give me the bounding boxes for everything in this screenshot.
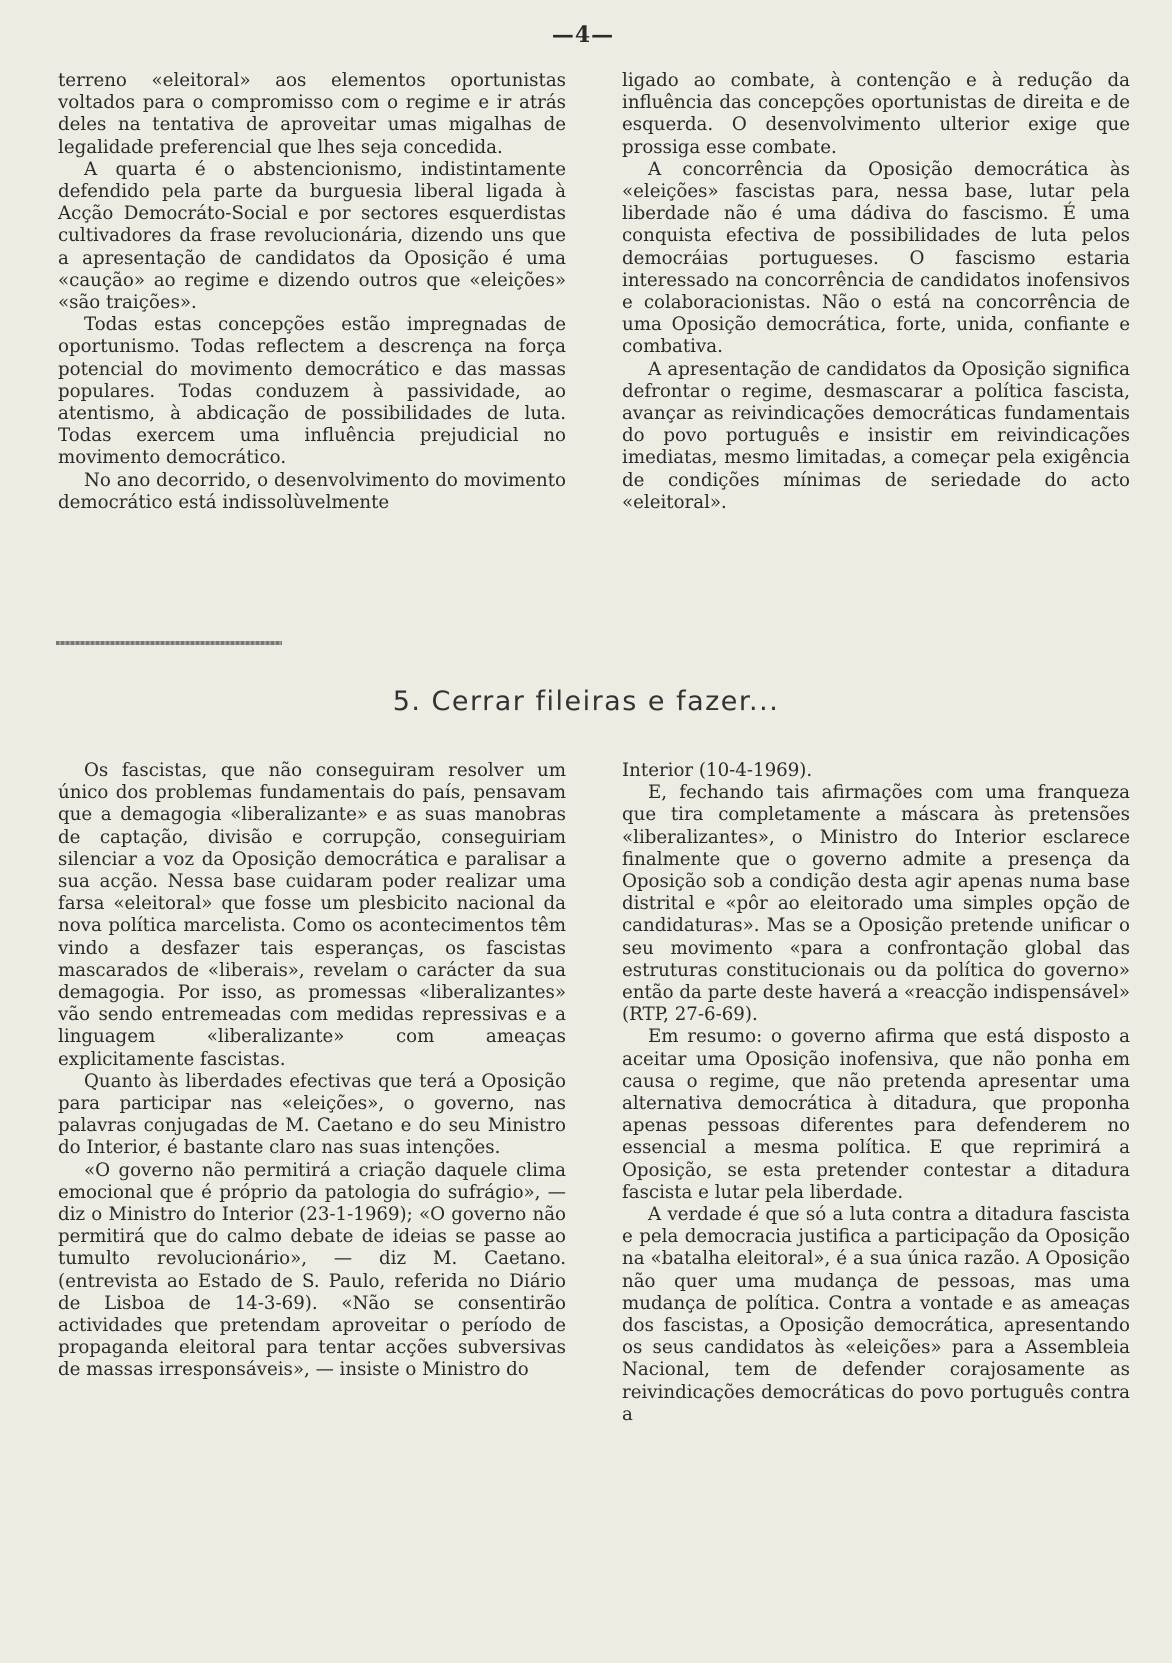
paragraph: A quarta é o abstencionismo, indistintamente defendido pela parte da burguesia liberal ligada à Acção Democráto-Social e por sectores esquerdistas cultivadores da frase revolucionária, dizendo uns que a apresentação de candidatos da Oposição é uma «caução» ao regime e dizendo outros que «eleições» «são traições». [58,158,566,314]
paragraph: Quanto às liberdades efectivas que terá a Oposição para participar nas «eleições», o governo, nas palavras conjugadas de M. Caetano e do seu Ministro do Interior, é bastante claro nas suas intenções. [58,1070,566,1159]
paragraph: Todas estas concepções estão impregnadas de oportunismo. Todas reflectem a descrença na força potencial do movimento democrático e das massas populares. Todas conduzem à passividade, ao atentismo, à abdicação de possibilidades de luta. Todas exercem uma influência prejudicial no movimento democrático. [58,314,566,469]
column-bottom-left [58,760,566,1382]
paragraph: ligado ao combate, à contenção e à redução da influência das concepções oportunistas de direita e de esquerda. O desenvolvimento ulterior exige que prossiga esse combate. [622,70,1130,158]
column-top-left [58,70,566,514]
paragraph: Em resumo: o governo afirma que está disposto a aceitar uma Oposição inofensiva, que não ponha em causa o regime, que não pretenda apresentar uma alternativa democrática à ditadura, que proponha apenas pessoas diferentes para defenderem no essencial a mesma política. E que reprimirá a Oposição, se esta pretender contestar a ditadura fascista e lutar pela liberdade. [622,1026,1130,1203]
paragraph: terreno «eleitoral» aos elementos oportunistas voltados para o compromisso com o regime e ir atrás deles na tentativa de aproveitar umas migalhas de legalidade preferencial que lhes seja concedida. [58,70,566,158]
section-heading: 5. Cerrar fileiras e fazer... [392,686,780,717]
paragraph: A apresentação de candidatos da Oposição significa defrontar o regime, desmascarar a política fascista, avançar as reivindicações democráticas fundamentais do povo português e insistir em reivindicações imediatas, mesmo limitadas, a começar pela exigência de condições mínimas de seriedade do acto «eleitoral». [622,358,1130,513]
paragraph: A concorrência da Oposição democrática às «eleições» fascistas para, nessa base, lutar pela liberdade não é uma dádiva do fascismo. É uma conquista efectiva de possibilidades de luta pelos democráias portugueses. O fascismo estaria interessado na concorrência de candidatos inofensivos e colaboracionistas. Não o está na concorrência de uma Oposição democrática, forte, unida, confiante e combativa. [622,158,1130,358]
paragraph: «O governo não permitirá a criação daquele clima emocional que é próprio da patologia do sufrágio», — diz o Ministro do Interior (23-1-1969); «O governo não permitirá que do calmo debate de ideias se passe ao tumulto revolucionário», — diz M. Caetano. (entrevista ao Estado de S. Paulo, referida no Diário de Lisboa de 14-3-69). «Não se consentirão actividades que pretendam aproveitar o período de propaganda eleitoral para tentar acções subversivas de massas irresponsáveis», — insiste o Ministro do [58,1159,566,1381]
paragraph: No ano decorrido, o desenvolvimento do movimento democrático está indissolùvelmente [58,469,566,513]
paragraph: A verdade é que só a luta contra a ditadura fascista e pela democracia justifica a participação da Oposição na «batalha eleitoral», é a sua única razão. A Oposição não quer uma mudança de pessoas, mas uma mudança de política. Contra a vontade e as ameaças dos fascistas, a Oposição democrática, apresentando os seus candidatos às «eleições» para a Assembleia Nacional, tem de defender corajosamente as reivindicações democráticas do povo português contra a [622,1204,1130,1425]
page-number: —4— [551,22,615,48]
paragraph: Interior (10-4-1969). [622,760,813,781]
column-bottom-right [622,760,1130,1426]
paragraph: Os fascistas, que não conseguiram resolver um único dos problemas fundamentais do país, pensavam que a demagogia «liberalizante» e as suas manobras de captação, divisão e corrupção, conseguiriam silenciar a voz da Oposição democrática e paralisar a sua acção. Nessa base cuidaram poder realizar uma farsa «eleitoral» que fosse um plesbicito nacional da nova política marcelista. Como os acontecimentos têm vindo a desfazer tais esperanças, os fascistas mascarados de «liberais», revelam o carácter da sua demagogia. Por isso, as promessas «liberalizantes» vão sendo entremeadas com medidas repressivas e a linguagem «liberalizante» com ameaças explicitamente fascistas. [58,760,566,1070]
paragraph: E, fechando tais afirmações com uma franqueza que tira completamente a máscara às pretensões «liberalizantes», o Ministro do Interior esclarece finalmente que o governo admite a presença da Oposição sob a condição desta agir apenas numa base distrital e «pôr ao eleitorado uma simples opção de candidaturas». Mas se a Oposição pretende unificar o seu movimento «para a confrontação global das estruturas constitucionais ou da política do governo» então da parte deste haverá a «reacção indispensável» (RTP, 27-6-69). [622,782,1130,1026]
section-divider [56,641,282,645]
column-top-right [622,70,1130,514]
